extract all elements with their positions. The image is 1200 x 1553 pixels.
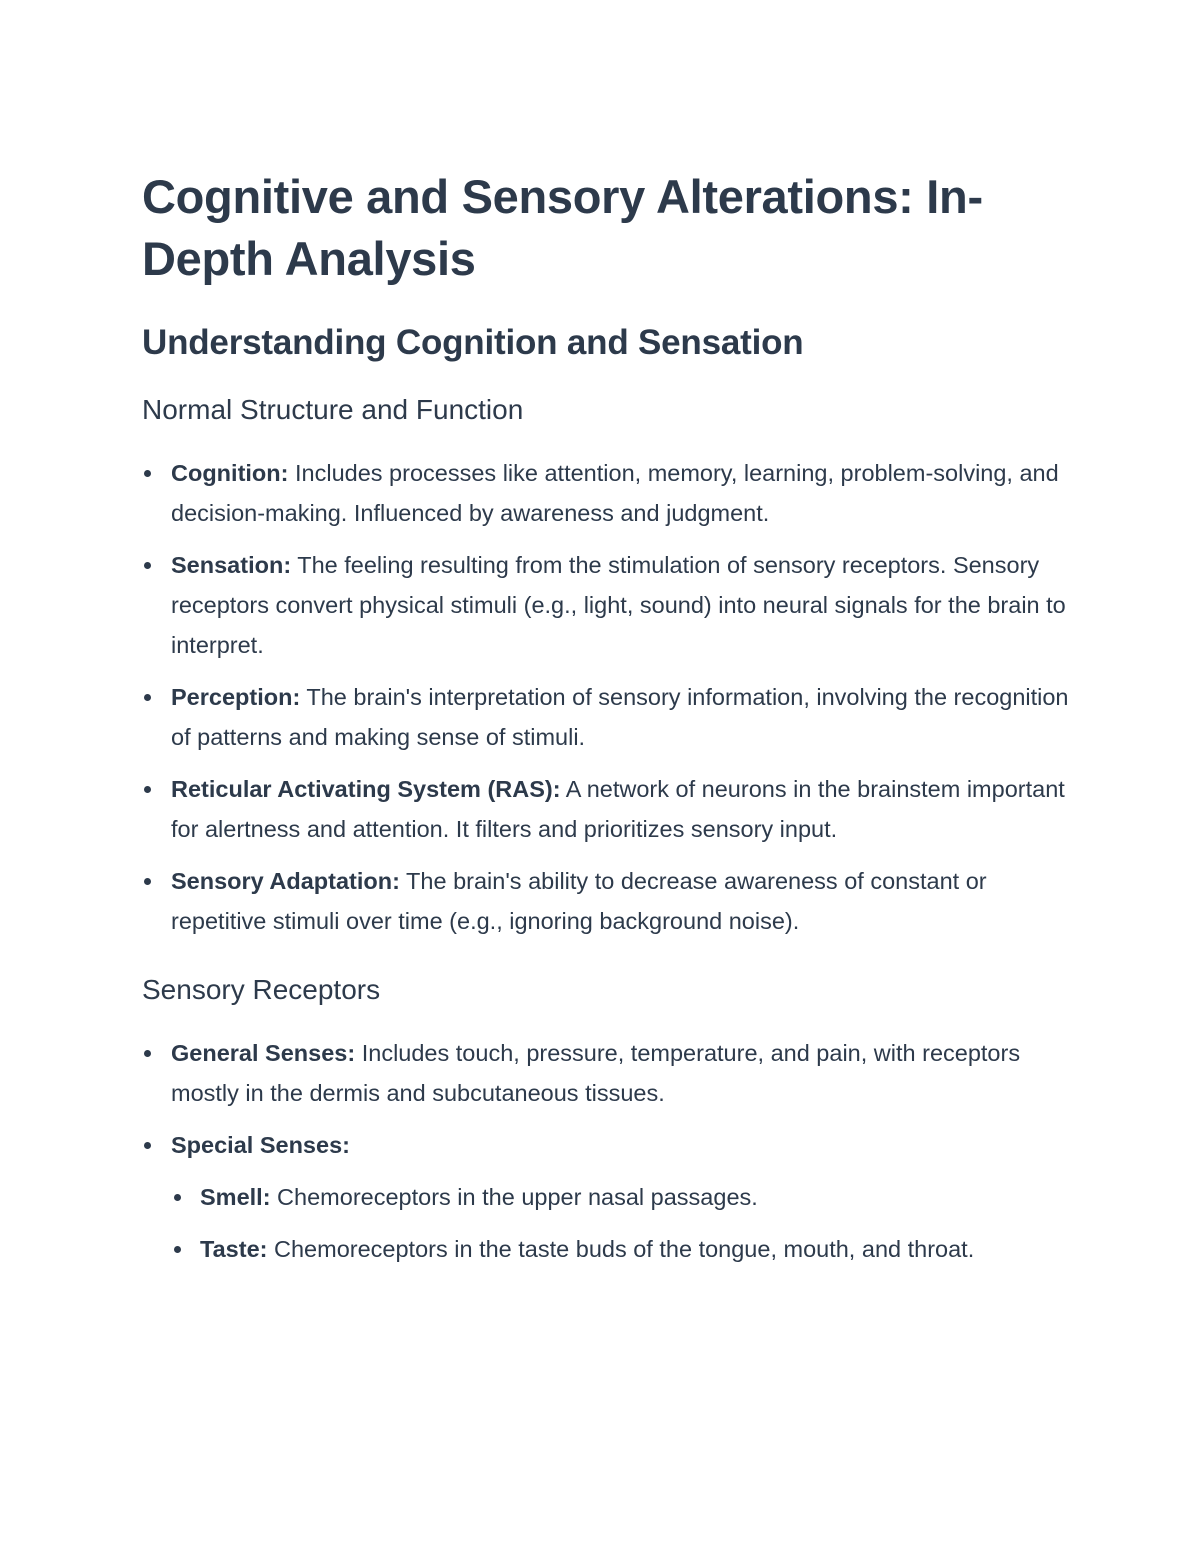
list-item-term: Perception xyxy=(171,684,293,710)
list-item-term: Cognition xyxy=(171,460,281,486)
sublist-item-text: Chemoreceptors in the taste buds of the tongue, mouth, and throat. xyxy=(267,1236,975,1262)
list-item-text: Includes touch, pressure, temperature, and pain, with receptors mostly in the dermis and subcutaneous tissues. xyxy=(171,1040,1021,1106)
subsection-heading-sensory-receptors: Sensory Receptors xyxy=(142,974,381,1005)
list-item-text: The feeling resulting from the stimulation of sensory receptors. Sensory receptors convert physical stimuli (e.g., light, sound) into neural signals for the brain to interpret. xyxy=(171,552,1066,658)
list-item-term: Sensation xyxy=(171,552,284,578)
section-heading: Understanding Cognition and Sensation xyxy=(142,323,804,362)
subsection-heading-normal-structure: Normal Structure and Function xyxy=(142,394,524,425)
sublist-item-separator: : xyxy=(262,1184,271,1210)
list-item-separator: : xyxy=(283,552,292,578)
list-item-term: Reticular Activating System (RAS) xyxy=(171,776,553,802)
sublist-item-term: Smell xyxy=(200,1184,263,1210)
list-item-text: The brain's interpretation of sensory information, involving the recognition of patterns and making sense of stimuli. xyxy=(171,684,1069,750)
list-item-separator: : xyxy=(347,1040,356,1066)
list-item-separator: : xyxy=(292,684,301,710)
list-item-separator: : xyxy=(552,776,561,802)
list-item xyxy=(142,1125,1080,1269)
sublist-item-text: Chemoreceptors in the upper nasal passages. xyxy=(270,1184,758,1210)
list-item-term: General Senses xyxy=(171,1040,348,1066)
list-item xyxy=(142,545,1080,665)
document-title: Cognitive and Sensory Alterations: In-Depth Analysis xyxy=(142,170,983,285)
list-item-text: A network of neurons in the brainstem important for alertness and attention. It filters and prioritizes sensory input. xyxy=(171,776,1065,842)
list-item-term: Special Senses xyxy=(171,1132,343,1158)
sublist-item xyxy=(171,1229,1080,1269)
list-item-separator: : xyxy=(342,1132,350,1158)
list-item-separator: : xyxy=(392,868,400,894)
sensory-receptors-list xyxy=(142,1033,1080,1269)
normal-structure-list xyxy=(142,453,1080,941)
list-item-text: The brain's ability to decrease awareness of constant or repetitive stimuli over time (e.g., ignoring background noise). xyxy=(171,868,987,934)
sublist-item xyxy=(171,1177,1080,1217)
sublist-item-term: Taste xyxy=(200,1236,260,1262)
list-item xyxy=(142,453,1080,533)
list-item xyxy=(142,677,1080,757)
list-item xyxy=(142,1033,1080,1113)
list-item-separator: : xyxy=(280,460,289,486)
list-item xyxy=(142,769,1080,849)
list-item-term: Sensory Adaptation xyxy=(171,868,393,894)
list-item-text: Includes processes like attention, memory, learning, problem-solving, and decision-making. Influenced by awareness and judgment. xyxy=(171,460,1059,526)
special-senses-sublist xyxy=(171,1177,1080,1269)
list-item xyxy=(142,861,1080,941)
sublist-item-separator: : xyxy=(259,1236,268,1262)
